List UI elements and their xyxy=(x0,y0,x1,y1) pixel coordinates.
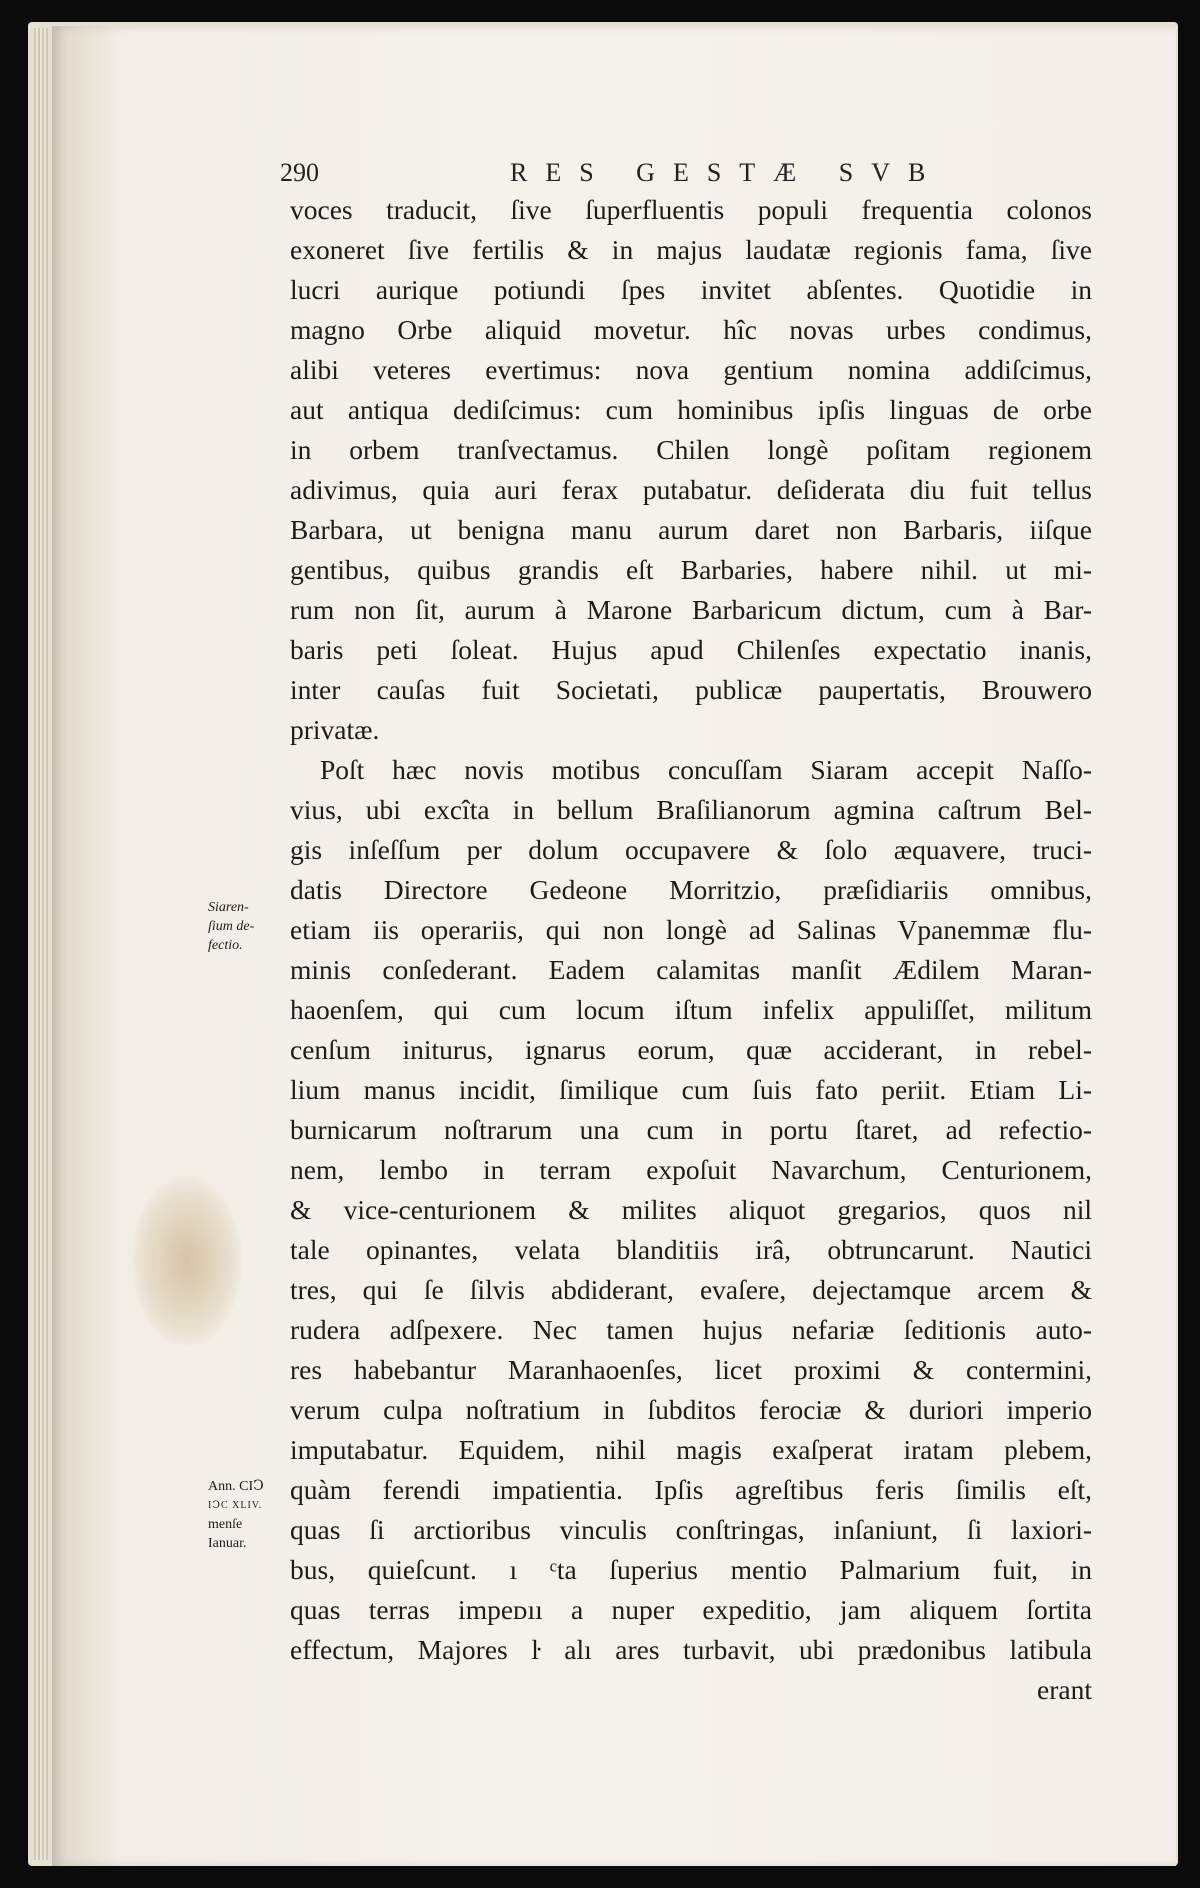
water-stain xyxy=(132,1176,242,1346)
body-text xyxy=(290,190,1092,1710)
margin-note-siarensium: Siaren- ſium de- fectio. xyxy=(208,900,255,953)
text-line: privatæ. xyxy=(290,714,380,745)
text-line: haoenſem, qui cum locum iſtum infelix appuliſſet, militum xyxy=(290,994,1092,1025)
text-line: Barbara, ut benigna manu aurum daret non Barbaris, iiſque xyxy=(290,514,1092,545)
text-line: rudera adſpexere. Nec tamen hujus nefariæ ſeditionis auto- xyxy=(290,1314,1092,1345)
text-line: alibi veteres evertimus: nova gentium nomina addiſcimus, xyxy=(290,354,1092,385)
text-line: exoneret ſive fertilis & in majus laudatæ regionis fama, ſive xyxy=(290,234,1092,265)
margin-note-annus: Ann. CIↃ IↃC XLIV. menſe Ianuar. xyxy=(208,1479,264,1551)
text-line: aut antiqua dediſcimus: cum hominibus ipſis linguas de orbe xyxy=(290,394,1092,425)
text-line: minis conſederant. Eadem calamitas manſit Ædilem Maran- xyxy=(290,954,1092,985)
text-line: imputabatur. Equidem, nihil magis exaſperat iratam plebem, xyxy=(290,1434,1092,1465)
text-line: bus, quieſcunt. ı ᶜta ſuperius mentio Palmarium fuit, in xyxy=(290,1554,1092,1585)
text-line: effectum, Majores ŀ alı ares turbavit, ubi prædonibus latibula xyxy=(290,1634,1092,1665)
text-line: in orbem tranſvectamus. Chilen longè poſitam regionem xyxy=(290,434,1092,465)
page-number: 290 xyxy=(280,158,319,187)
text-line: voces traducit, ſive ſuperfluentis populi frequentia colonos xyxy=(290,194,1092,225)
text-line: verum culpa noſtratium in ſubditos ferociæ & duriori imperio xyxy=(290,1394,1092,1425)
text-line: datis Directore Gedeone Morritzio, præſidiariis omnibus, xyxy=(290,874,1092,905)
text-line: & vice-centurionem & milites aliquot gregarios, quos nil xyxy=(290,1194,1092,1225)
text-line: rum non ſit, aurum à Marone Barbaricum dictum, cum à Bar- xyxy=(290,594,1092,625)
text-line: magno Orbe aliquid movetur. hîc novas urbes condimus, xyxy=(290,314,1092,345)
text-line: baris peti ſoleat. Hujus apud Chilenſes expectatio inanis, xyxy=(290,634,1092,665)
text-line: cenſum initurus, ignarus eorum, quæ acciderant, in rebel- xyxy=(290,1034,1092,1065)
text-line: quàm ferendi impatientia. Ipſis agreſtibus feris ſimilis eſt, xyxy=(290,1474,1092,1505)
text-line: gentibus, quibus grandis eſt Barbaries, habere nihil. ut mi- xyxy=(290,554,1092,585)
page-header xyxy=(280,158,1100,192)
text-line: lium manus incidit, ſimilique cum ſuis fato periit. Etiam Li- xyxy=(290,1074,1092,1105)
text-line: etiam iis operariis, qui non longè ad Salinas Vpanemmæ flu- xyxy=(290,914,1092,945)
text-line: inter cauſas fuit Societati, publicæ paupertatis, Brouwero xyxy=(290,674,1092,705)
text-line: nem, lembo in terram expoſuit Navarchum, Centurionem, xyxy=(290,1154,1092,1185)
text-line: res habebantur Maranhaoenſes, licet proximi & contermini, xyxy=(290,1354,1092,1385)
text-line: quas terras impeᴅıı a nuper expeditio, jam aliquem ſortita xyxy=(290,1594,1092,1625)
text-line: lucri aurique potiundi ſpes invitet abſentes. Quotidie in xyxy=(290,274,1092,305)
catchword: erant xyxy=(1037,1674,1092,1705)
text-line: vius, ubi excîta in bellum Braſilianorum agmina caſtrum Bel- xyxy=(290,794,1092,825)
text-line: burnicarum noſtrarum una cum in portu ſtaret, ad refectio- xyxy=(290,1114,1092,1145)
running-title: RES GESTÆ SVB xyxy=(510,158,944,187)
paragraph-start-line: Poſt hæc novis motibus concuſſam Siaram accepit Naſſo- xyxy=(320,754,1092,785)
text-line: adivimus, quia auri ferax putabatur. deſiderata diu fuit tellus xyxy=(290,474,1092,505)
text-line: quas ſi arctioribus vinculis conſtringas, inſaniunt, ſi laxiori- xyxy=(290,1514,1092,1545)
text-line: tale opinantes, velata blanditiis irâ, obtruncarunt. Nautici xyxy=(290,1234,1092,1265)
text-line: tres, qui ſe ſilvis abdiderant, evaſere, dejectamque arcem & xyxy=(290,1274,1092,1305)
text-line: gis inſeſſum per dolum occupavere & ſolo æquavere, truci- xyxy=(290,834,1092,865)
